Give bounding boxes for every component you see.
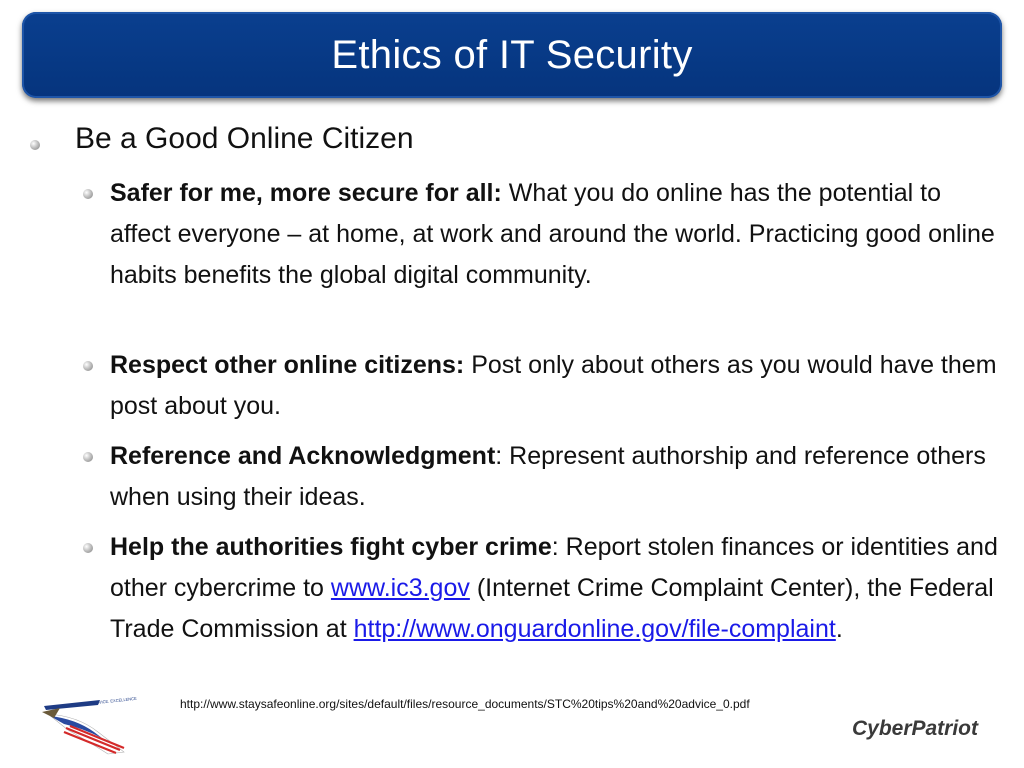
slide-title: Ethics of IT Security <box>331 32 693 77</box>
item-text: (Internet Crime Complaint Center), the Federal Trade Commission at <box>110 574 994 643</box>
list-item <box>110 436 1000 518</box>
bullet-icon <box>30 140 40 150</box>
item-text: . <box>835 615 843 643</box>
onguardonline-link[interactable]: http://www.onguardonline.gov/file-complaint <box>353 615 836 643</box>
item-text: : Represent authorship and reference others when using their ideas. <box>110 442 986 511</box>
item-text: Post only about others as you would have them post about you. <box>110 351 997 420</box>
bullet-icon <box>83 361 93 371</box>
item-heading: Safer for me, more secure for all: <box>110 179 502 207</box>
list-item <box>110 527 1000 650</box>
list-item <box>110 173 1000 296</box>
cyberpatriot-brand: CyberPatriot <box>851 717 978 740</box>
list-item <box>110 345 1000 427</box>
main-bullet-text: Be a Good Online Citizen <box>75 122 414 155</box>
flag-eagle-logo <box>38 695 137 756</box>
item-text: What you do online has the potential to affect everyone – at home, at work and around the world. Practicing good online habits benefits the global digital community. <box>110 179 995 289</box>
item-text: : Report stolen finances or identities and other cybercrime to <box>110 533 998 602</box>
item-heading: Respect other online citizens: <box>110 351 465 379</box>
bullet-icon <box>83 543 93 553</box>
logo-text: INTEGRITY. SERVICE. EXCELLENCE <box>67 695 137 708</box>
item-heading: Reference and Acknowledgment <box>110 442 496 470</box>
item-heading: Help the authorities fight cyber crime <box>110 533 552 561</box>
source-url: http://www.staysafeonline.org/sites/default/files/resource_documents/STC%20tips%20and%20advice_0.pdf <box>180 697 750 711</box>
title-banner <box>22 12 1002 98</box>
bullet-icon <box>83 189 93 199</box>
bullet-icon <box>83 452 93 462</box>
ic3-link[interactable]: www.ic3.gov <box>330 574 470 602</box>
